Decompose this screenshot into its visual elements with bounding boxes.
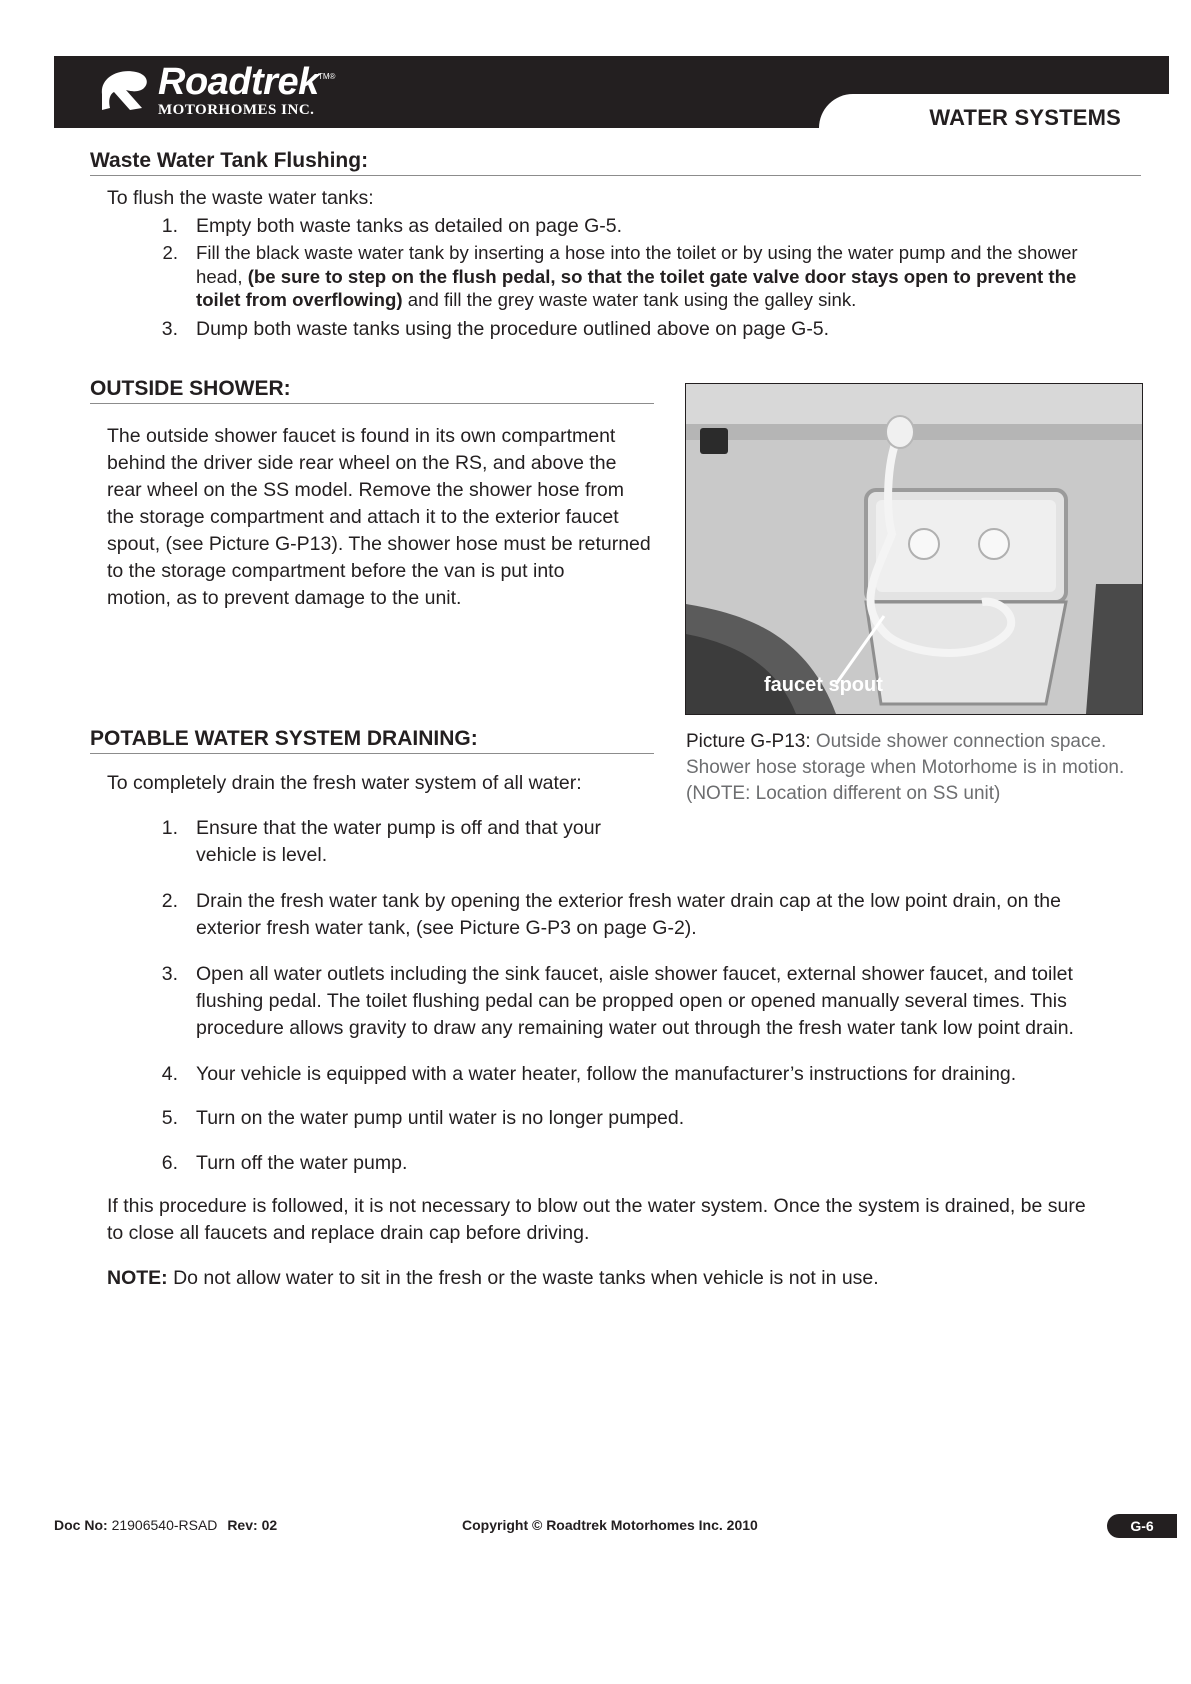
list-text-line: flushing pedal. The toilet flushing pedal can be propped open or opened manually several times. This [196,990,1067,1012]
caption-label: Picture G-P13: [686,731,811,752]
roadtrek-logo-icon [96,64,152,116]
list-text-line: Open all water outlets including the sink faucet, aisle shower faucet, external shower faucet, and toilet [196,963,1073,985]
brand-trademark: TM® [318,72,336,81]
doc-label: Doc No: [54,1517,108,1533]
caption-text: Shower hose storage when Motorhome is in motion. [686,757,1125,778]
list-text-line: Drain the fresh water tank by opening the exterior fresh water drain cap at the low point drain, on the [196,890,1061,912]
shower-compartment-photo [685,383,1143,715]
list-text-line: and fill the grey waste water tank using the galley sink. [402,289,857,310]
bold-warning: (be sure to step on the flush pedal, so that the toilet gate valve door stays open to prevent the [247,265,1077,287]
brand-name: Roadtrek [158,61,319,103]
note-paragraph [107,1265,1157,1292]
paragraph-line: motion, as to prevent damage to the unit. [107,587,462,609]
paragraph-line: the storage compartment and attach it to the exterior faucet [107,506,619,528]
page-number-badge: G-6 [1107,1514,1177,1538]
rev-value: 02 [261,1517,278,1533]
list-text-line: exterior fresh water tank, (see Picture G-P3 on page G-2). [196,917,697,939]
list-number: 5. [161,1107,178,1129]
closing-paragraph [107,1193,1157,1247]
list-text-line: vehicle is level. [196,844,328,866]
list-number: 2. [162,242,178,263]
note-label: NOTE: [107,1267,168,1289]
photo-illustration [686,384,1142,714]
paragraph-line: The outside shower faucet is found in its own compartment [107,425,616,447]
paragraph-line: to close all faucets and replace drain cap before driving. [107,1222,590,1244]
list-number: 1. [161,817,178,839]
list-number: 1. [161,215,178,237]
brand-subtitle: MOTORHOMES INC. [158,102,315,118]
copyright: Copyright © Roadtrek Motorhomes Inc. 2010 [462,1517,758,1533]
list-text-line: Fill the black waste water tank by inserting a hose into the toilet or by using the water pump and the shower [196,242,1078,263]
list-item [150,241,1150,321]
list-text-line: procedure allows gravity to draw any remaining water out through the fresh water tank low point drain. [196,1017,1074,1039]
bold-warning: toilet from overflowing) [196,289,403,310]
list-text: Your vehicle is equipped with a water heater, follow the manufacturer’s instructions for draining. [196,1063,1017,1085]
list-text-line: Ensure that the water pump is off and that your [196,817,602,839]
list-number: 6. [161,1152,178,1174]
list-number: 3. [161,963,178,985]
rev-label: Rev: [227,1517,258,1533]
list-text: Turn off the water pump. [196,1152,408,1174]
paragraph-line: spout, (see Picture G-P13). The shower hose must be returned [107,533,651,555]
list-number: 3. [161,318,178,340]
photo-annotation: faucet spout [764,674,883,696]
heading-potable-draining: POTABLE WATER SYSTEM DRAINING: [90,727,654,754]
potable-intro: To completely drain the fresh water system of all water: [107,772,582,794]
paragraph-line: If this procedure is followed, it is not necessary to blow out the water system. Once the system is drained, be sure [107,1195,1086,1217]
list-number: 4. [161,1063,178,1085]
paragraph-line: behind the driver side rear wheel on the RS, and above the [107,452,617,474]
doc-number [54,1517,277,1533]
heading-waste-flushing: Waste Water Tank Flushing: [90,149,1141,176]
list-text: Turn on the water pump until water is no longer pumped. [196,1107,685,1129]
waste-flushing-intro: To flush the waste water tanks: [107,187,374,209]
heading-outside-shower: OUTSIDE SHOWER: [90,377,654,404]
caption-text: Outside shower connection space. [810,731,1107,752]
paragraph-line: rear wheel on the SS model. Remove the shower hose from [107,479,625,501]
paragraph-line: to the storage compartment before the van is put into [107,560,565,582]
caption-text: (NOTE: Location different on SS unit) [686,783,1001,804]
doc-value: 21906540-RSAD [111,1517,218,1533]
figure-caption [686,729,1146,807]
note-text: Do not allow water to sit in the fresh or the waste tanks when vehicle is not in use. [167,1267,879,1289]
list-text-line: head, [196,265,248,287]
outside-shower-paragraph [107,423,667,612]
section-title: WATER SYSTEMS [929,105,1121,130]
list-number: 2. [161,890,178,912]
list-text: Dump both waste tanks using the procedure outlined above on page G-5. [196,318,830,340]
list-text: Empty both waste tanks as detailed on page G-5. [196,215,623,237]
